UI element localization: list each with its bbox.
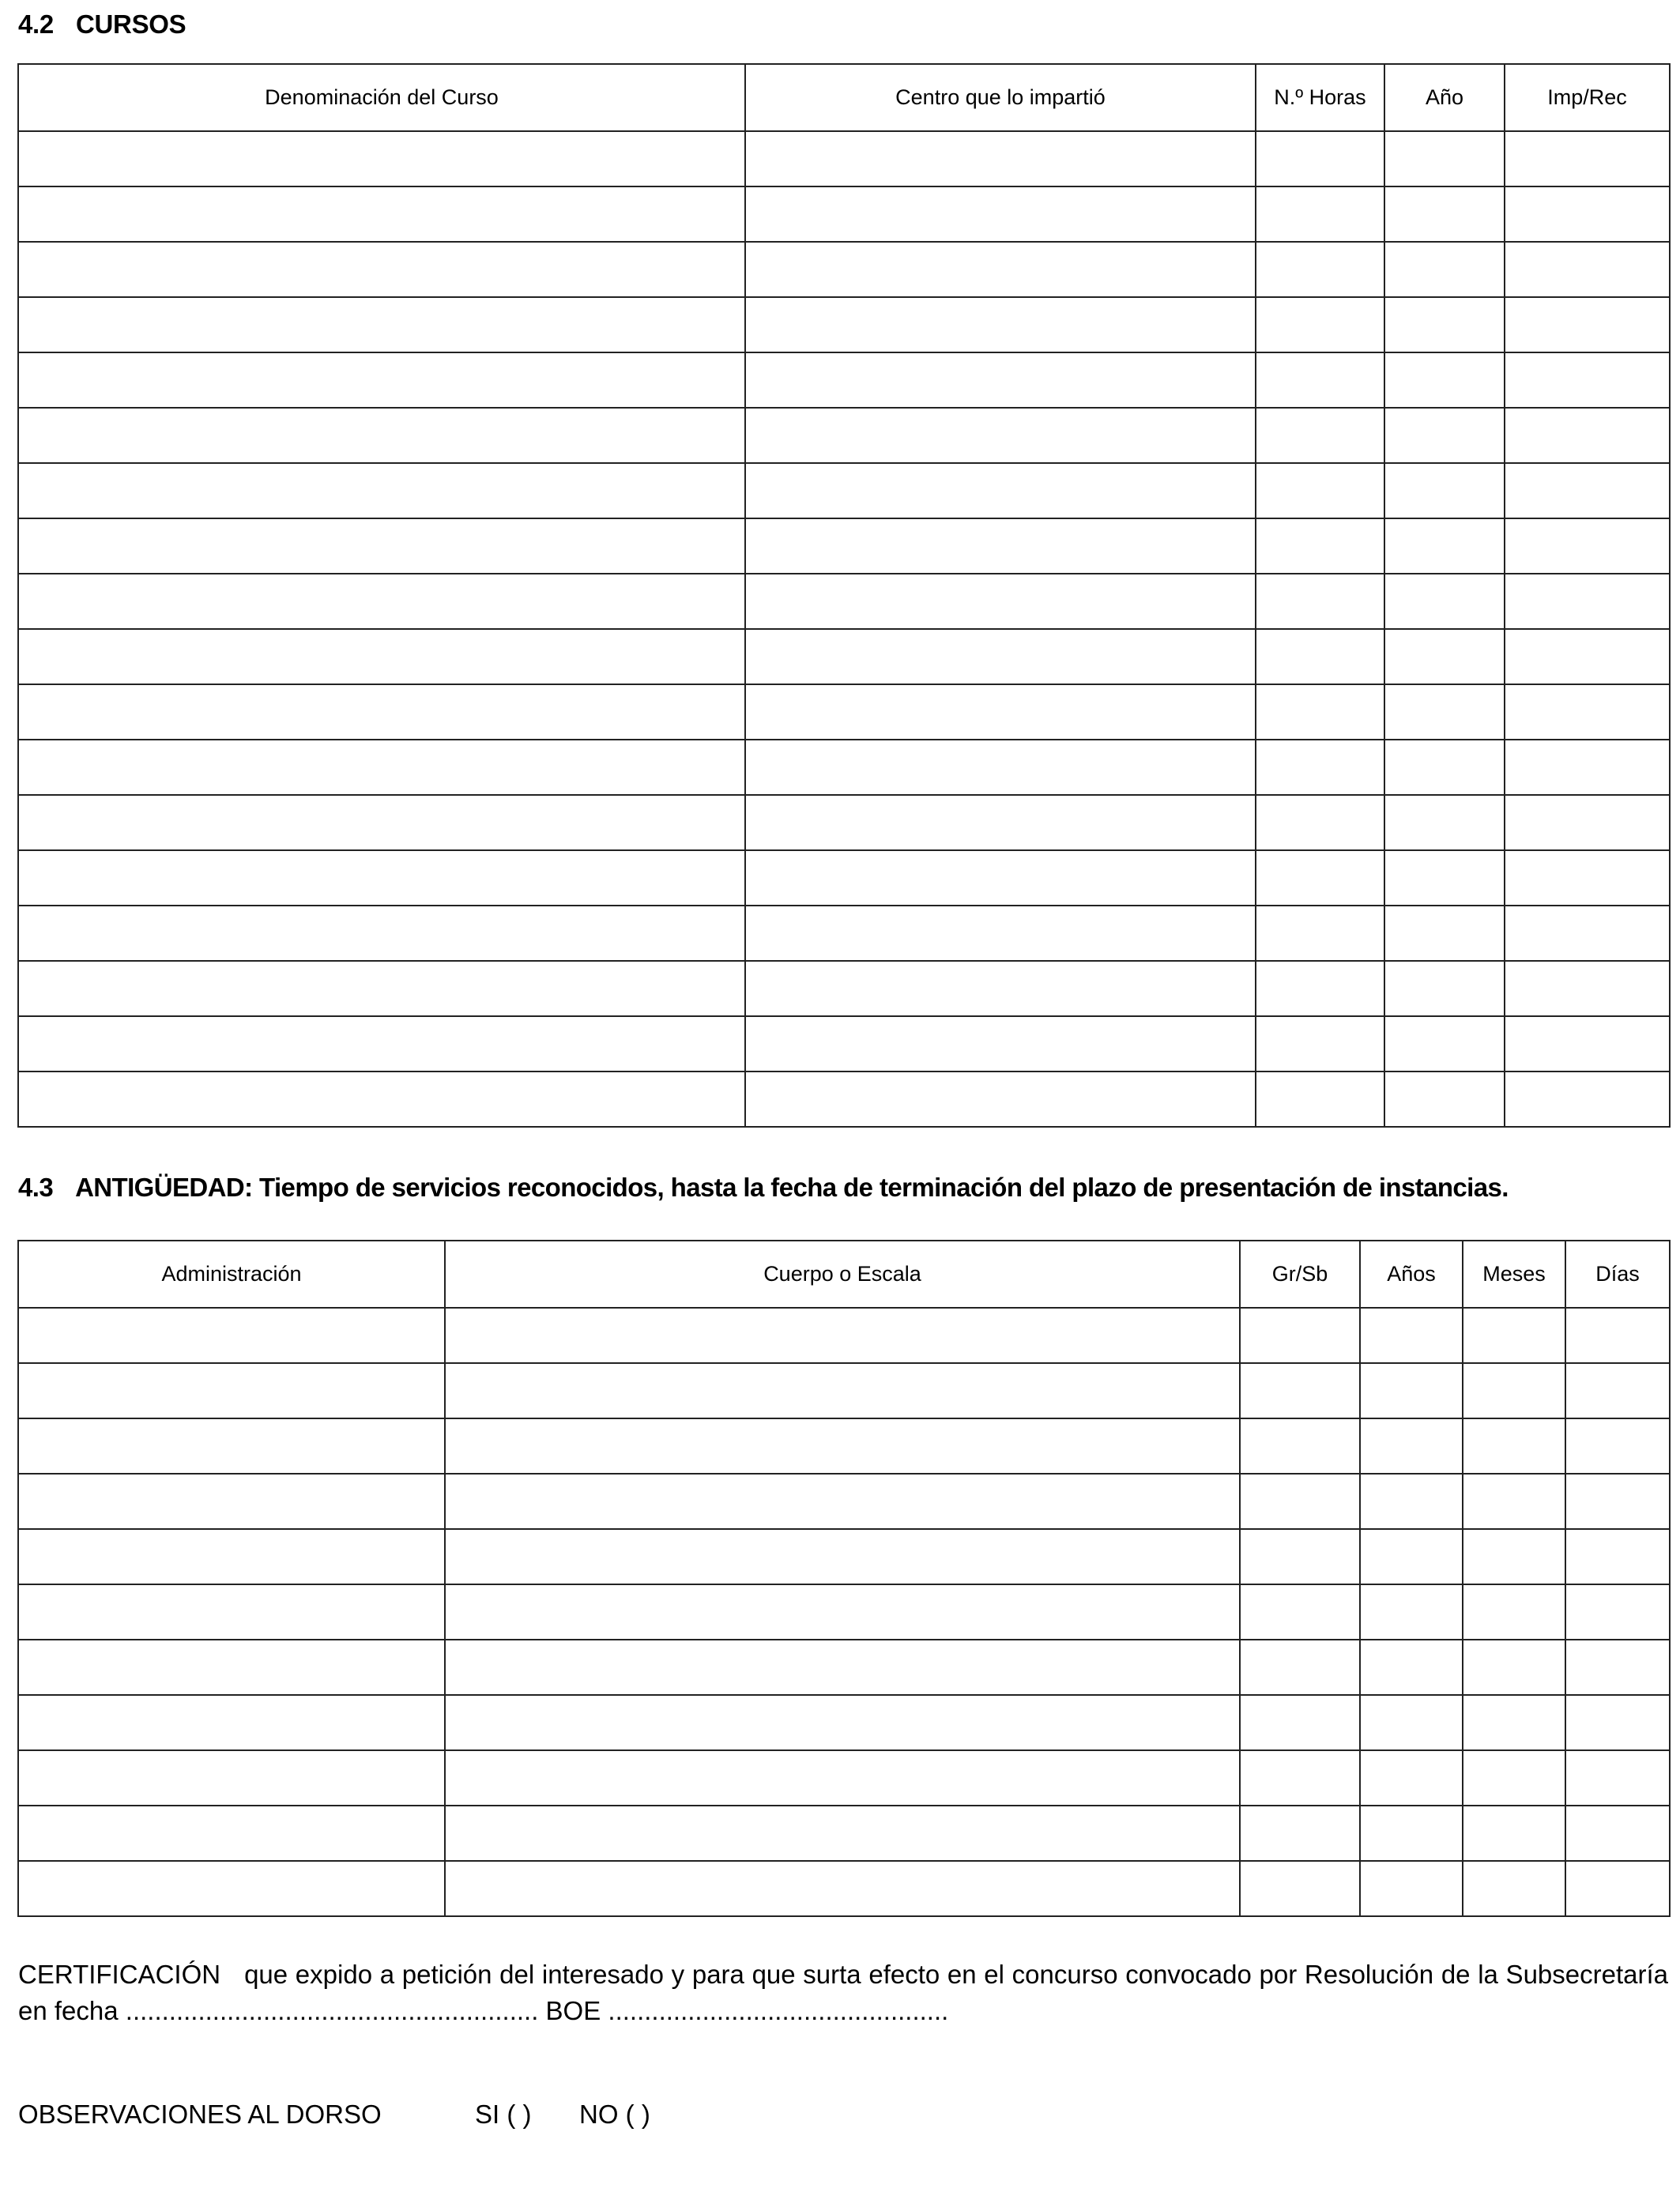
option-no[interactable]: NO ( ) — [579, 2100, 650, 2129]
cursos-cell[interactable] — [18, 518, 745, 574]
table-row — [18, 131, 1670, 186]
antiguedad-cell[interactable] — [1463, 1418, 1565, 1474]
antiguedad-cell[interactable] — [1360, 1308, 1463, 1363]
cursos-cell[interactable] — [1256, 242, 1384, 297]
antiguedad-cell[interactable] — [1463, 1806, 1565, 1861]
cursos-cell[interactable] — [1505, 740, 1670, 795]
antiguedad-cell[interactable] — [18, 1695, 445, 1750]
table-row — [18, 186, 1670, 242]
antiguedad-cell[interactable] — [1360, 1806, 1463, 1861]
cursos-cell[interactable] — [745, 961, 1256, 1016]
cursos-cell[interactable] — [18, 629, 745, 684]
cursos-cell[interactable] — [745, 463, 1256, 518]
cursos-cell[interactable] — [1256, 186, 1384, 242]
cursos-cell[interactable] — [1256, 684, 1384, 740]
cursos-cell[interactable] — [1256, 297, 1384, 352]
cursos-cell[interactable] — [1384, 518, 1505, 574]
cursos-cell[interactable] — [1256, 906, 1384, 961]
table-header-row — [18, 1241, 1670, 1308]
antiguedad-cell[interactable] — [18, 1363, 445, 1418]
antiguedad-cell[interactable] — [18, 1584, 445, 1640]
antiguedad-cell[interactable] — [1240, 1363, 1360, 1418]
antiguedad-cell[interactable] — [1565, 1363, 1670, 1418]
cursos-cell[interactable] — [1256, 1072, 1384, 1127]
antiguedad-cell[interactable] — [445, 1418, 1240, 1474]
antiguedad-cell[interactable] — [1463, 1861, 1565, 1916]
cursos-cell[interactable] — [745, 906, 1256, 961]
cursos-cell[interactable] — [1256, 574, 1384, 629]
table-row — [18, 1016, 1670, 1072]
antiguedad-cell[interactable] — [18, 1806, 445, 1861]
cursos-cell[interactable] — [1505, 463, 1670, 518]
cursos-cell[interactable] — [1384, 961, 1505, 1016]
cursos-cell[interactable] — [1505, 574, 1670, 629]
cursos-cell[interactable] — [1384, 131, 1505, 186]
antiguedad-cell[interactable] — [1360, 1584, 1463, 1640]
antiguedad-cell[interactable] — [1565, 1861, 1670, 1916]
table-row — [18, 740, 1670, 795]
antiguedad-cell[interactable] — [1360, 1418, 1463, 1474]
cursos-cell[interactable] — [18, 850, 745, 906]
antiguedad-cell[interactable] — [445, 1861, 1240, 1916]
antiguedad-cell[interactable] — [1240, 1529, 1360, 1584]
cursos-cell[interactable] — [745, 297, 1256, 352]
cursos-cell[interactable] — [18, 463, 745, 518]
cursos-cell[interactable] — [1256, 352, 1384, 408]
table-row — [18, 408, 1670, 463]
table-row — [18, 1861, 1670, 1916]
table-row — [18, 1806, 1670, 1861]
cursos-cell[interactable] — [745, 740, 1256, 795]
column-header-ano: Año — [1384, 64, 1505, 131]
cursos-cell[interactable] — [745, 850, 1256, 906]
option-si[interactable]: SI ( ) — [475, 2100, 532, 2129]
table-row — [18, 297, 1670, 352]
cursos-cell[interactable] — [18, 906, 745, 961]
column-header-centro: Centro que lo impartió — [745, 64, 1256, 131]
observaciones-label: OBSERVACIONES AL DORSO — [18, 2100, 382, 2129]
antiguedad-cell[interactable] — [18, 1750, 445, 1806]
cursos-cell[interactable] — [18, 1016, 745, 1072]
column-header-anos: Años — [1360, 1241, 1463, 1308]
table-row — [18, 1363, 1670, 1418]
table-row — [18, 961, 1670, 1016]
table-row — [18, 1529, 1670, 1584]
antiguedad-cell[interactable] — [1463, 1584, 1565, 1640]
antiguedad-cell[interactable] — [18, 1308, 445, 1363]
antiguedad-cell[interactable] — [18, 1861, 445, 1916]
cursos-cell[interactable] — [1384, 574, 1505, 629]
cursos-cell[interactable] — [1384, 297, 1505, 352]
column-header-horas: N.º Horas — [1256, 64, 1384, 131]
antiguedad-cell[interactable] — [445, 1695, 1240, 1750]
antiguedad-cell[interactable] — [445, 1584, 1240, 1640]
antiguedad-cell[interactable] — [1240, 1806, 1360, 1861]
antiguedad-cell[interactable] — [18, 1529, 445, 1584]
cursos-cell[interactable] — [1256, 961, 1384, 1016]
cursos-cell[interactable] — [1505, 795, 1670, 850]
certificacion-paragraph — [18, 1957, 1668, 2029]
antiguedad-cell[interactable] — [1360, 1474, 1463, 1529]
cursos-cell[interactable] — [1384, 463, 1505, 518]
antiguedad-cell[interactable] — [1360, 1750, 1463, 1806]
table-row — [18, 629, 1670, 684]
cursos-cell[interactable] — [18, 740, 745, 795]
antiguedad-cell[interactable] — [1360, 1363, 1463, 1418]
cursos-cell[interactable] — [1384, 795, 1505, 850]
table-row — [18, 1584, 1670, 1640]
antiguedad-cell[interactable] — [1565, 1308, 1670, 1363]
cursos-cell[interactable] — [1384, 1016, 1505, 1072]
cursos-cell[interactable] — [1256, 795, 1384, 850]
cursos-cell[interactable] — [1505, 684, 1670, 740]
antiguedad-cell[interactable] — [1565, 1418, 1670, 1474]
antiguedad-cell[interactable] — [1565, 1474, 1670, 1529]
table-row — [18, 1640, 1670, 1695]
antiguedad-cell[interactable] — [18, 1418, 445, 1474]
column-header-gr-sb: Gr/Sb — [1240, 1241, 1360, 1308]
antiguedad-cell[interactable] — [1463, 1363, 1565, 1418]
antiguedad-cell[interactable] — [18, 1474, 445, 1529]
table-row — [18, 1308, 1670, 1363]
section-number: 4.2 — [18, 9, 54, 39]
cursos-cell[interactable] — [1505, 518, 1670, 574]
cursos-cell[interactable] — [1505, 629, 1670, 684]
antiguedad-table — [17, 1240, 1671, 1917]
cursos-cell[interactable] — [1384, 186, 1505, 242]
certificacion-label: CERTIFICACIÓN — [18, 1960, 221, 1989]
table-row — [18, 1695, 1670, 1750]
column-header-administracion: Administración — [18, 1241, 445, 1308]
cursos-cell[interactable] — [745, 242, 1256, 297]
antiguedad-cell[interactable] — [1565, 1529, 1670, 1584]
cursos-cell[interactable] — [745, 131, 1256, 186]
antiguedad-cell[interactable] — [445, 1806, 1240, 1861]
cursos-cell[interactable] — [1384, 242, 1505, 297]
cursos-cell[interactable] — [18, 574, 745, 629]
observaciones-line — [18, 2100, 650, 2130]
antiguedad-cell[interactable] — [1360, 1529, 1463, 1584]
cursos-cell[interactable] — [1505, 1016, 1670, 1072]
antiguedad-cell[interactable] — [18, 1640, 445, 1695]
cursos-cell[interactable] — [745, 408, 1256, 463]
cursos-cell[interactable] — [1505, 242, 1670, 297]
cursos-cell[interactable] — [1384, 740, 1505, 795]
certificacion-text: que expido a petición del interesado y para que surta efecto en el concurso convocado por Resolución de la Subsecretaría en fecha ......................................................... BOE ............................................... — [18, 1960, 1668, 2025]
cursos-cell[interactable] — [18, 186, 745, 242]
cursos-cell[interactable] — [1505, 297, 1670, 352]
table-row — [18, 518, 1670, 574]
cursos-cell[interactable] — [1505, 961, 1670, 1016]
table-row — [18, 1750, 1670, 1806]
cursos-cell[interactable] — [1505, 1072, 1670, 1127]
antiguedad-cell[interactable] — [445, 1363, 1240, 1418]
cursos-cell[interactable] — [1256, 1016, 1384, 1072]
cursos-cell[interactable] — [745, 186, 1256, 242]
table-row — [18, 1474, 1670, 1529]
section-title-antiguedad — [18, 1173, 1509, 1203]
column-header-dias: Días — [1565, 1241, 1670, 1308]
antiguedad-cell[interactable] — [1360, 1695, 1463, 1750]
antiguedad-cell[interactable] — [1463, 1308, 1565, 1363]
table-row — [18, 1418, 1670, 1474]
cursos-cell[interactable] — [1505, 131, 1670, 186]
cursos-cell[interactable] — [18, 352, 745, 408]
section-heading: ANTIGÜEDAD: Tiempo de servicios reconocidos, hasta la fecha de terminación del plazo de presentación de instancias. — [75, 1173, 1509, 1202]
antiguedad-cell[interactable] — [445, 1474, 1240, 1529]
column-header-cuerpo-escala: Cuerpo o Escala — [445, 1241, 1240, 1308]
cursos-cell[interactable] — [1505, 408, 1670, 463]
cursos-cell[interactable] — [1505, 906, 1670, 961]
cursos-cell[interactable] — [18, 1072, 745, 1127]
cursos-cell[interactable] — [1256, 629, 1384, 684]
table-row — [18, 795, 1670, 850]
table-row — [18, 574, 1670, 629]
cursos-cell[interactable] — [18, 961, 745, 1016]
cursos-cell[interactable] — [1384, 684, 1505, 740]
cursos-cell[interactable] — [1256, 740, 1384, 795]
table-row — [18, 850, 1670, 906]
table-row — [18, 1072, 1670, 1127]
antiguedad-cell[interactable] — [1565, 1750, 1670, 1806]
antiguedad-cell[interactable] — [1463, 1474, 1565, 1529]
antiguedad-cell[interactable] — [1360, 1861, 1463, 1916]
antiguedad-cell[interactable] — [1240, 1861, 1360, 1916]
cursos-cell[interactable] — [1256, 463, 1384, 518]
column-header-imp-rec: Imp/Rec — [1505, 64, 1670, 131]
cursos-cell[interactable] — [745, 629, 1256, 684]
cursos-cell[interactable] — [745, 1072, 1256, 1127]
antiguedad-cell[interactable] — [1240, 1308, 1360, 1363]
cursos-cell[interactable] — [18, 297, 745, 352]
column-header-meses: Meses — [1463, 1241, 1565, 1308]
antiguedad-cell[interactable] — [1240, 1695, 1360, 1750]
cursos-cell[interactable] — [745, 1016, 1256, 1072]
antiguedad-cell[interactable] — [1565, 1640, 1670, 1695]
cursos-cell[interactable] — [18, 242, 745, 297]
cursos-cell[interactable] — [1256, 131, 1384, 186]
cursos-cell[interactable] — [1256, 850, 1384, 906]
antiguedad-cell[interactable] — [1240, 1750, 1360, 1806]
cursos-cell[interactable] — [18, 795, 745, 850]
section-title-cursos — [18, 9, 186, 40]
section-number: 4.3 — [18, 1173, 54, 1202]
table-row — [18, 684, 1670, 740]
antiguedad-cell[interactable] — [1240, 1474, 1360, 1529]
cursos-cell[interactable] — [1384, 352, 1505, 408]
table-row — [18, 242, 1670, 297]
antiguedad-cell[interactable] — [1463, 1750, 1565, 1806]
cursos-cell[interactable] — [745, 795, 1256, 850]
cursos-cell[interactable] — [1384, 850, 1505, 906]
cursos-cell[interactable] — [745, 518, 1256, 574]
cursos-cell[interactable] — [1384, 1072, 1505, 1127]
cursos-table — [17, 63, 1671, 1128]
antiguedad-cell[interactable] — [1240, 1640, 1360, 1695]
cursos-cell[interactable] — [1384, 408, 1505, 463]
cursos-cell[interactable] — [18, 684, 745, 740]
cursos-cell[interactable] — [1505, 186, 1670, 242]
cursos-cell[interactable] — [18, 131, 745, 186]
table-row — [18, 906, 1670, 961]
cursos-cell[interactable] — [1256, 518, 1384, 574]
cursos-cell[interactable] — [1505, 850, 1670, 906]
antiguedad-cell[interactable] — [445, 1640, 1240, 1695]
cursos-cell[interactable] — [745, 574, 1256, 629]
antiguedad-cell[interactable] — [1463, 1529, 1565, 1584]
antiguedad-cell[interactable] — [1565, 1584, 1670, 1640]
cursos-cell[interactable] — [745, 684, 1256, 740]
table-row — [18, 463, 1670, 518]
antiguedad-cell[interactable] — [1240, 1584, 1360, 1640]
antiguedad-cell[interactable] — [1565, 1806, 1670, 1861]
cursos-cell[interactable] — [18, 408, 745, 463]
antiguedad-cell[interactable] — [1463, 1640, 1565, 1695]
antiguedad-cell[interactable] — [1360, 1640, 1463, 1695]
antiguedad-cell[interactable] — [1565, 1695, 1670, 1750]
antiguedad-cell[interactable] — [1463, 1695, 1565, 1750]
antiguedad-cell[interactable] — [445, 1750, 1240, 1806]
section-heading: CURSOS — [75, 9, 186, 39]
table-row — [18, 352, 1670, 408]
cursos-cell[interactable] — [1505, 352, 1670, 408]
cursos-cell[interactable] — [1256, 408, 1384, 463]
cursos-cell[interactable] — [745, 352, 1256, 408]
antiguedad-cell[interactable] — [445, 1308, 1240, 1363]
column-header-denominacion: Denominación del Curso — [18, 64, 745, 131]
cursos-cell[interactable] — [1384, 629, 1505, 684]
table-header-row — [18, 64, 1670, 131]
antiguedad-cell[interactable] — [1240, 1418, 1360, 1474]
cursos-cell[interactable] — [1384, 906, 1505, 961]
antiguedad-cell[interactable] — [445, 1529, 1240, 1584]
